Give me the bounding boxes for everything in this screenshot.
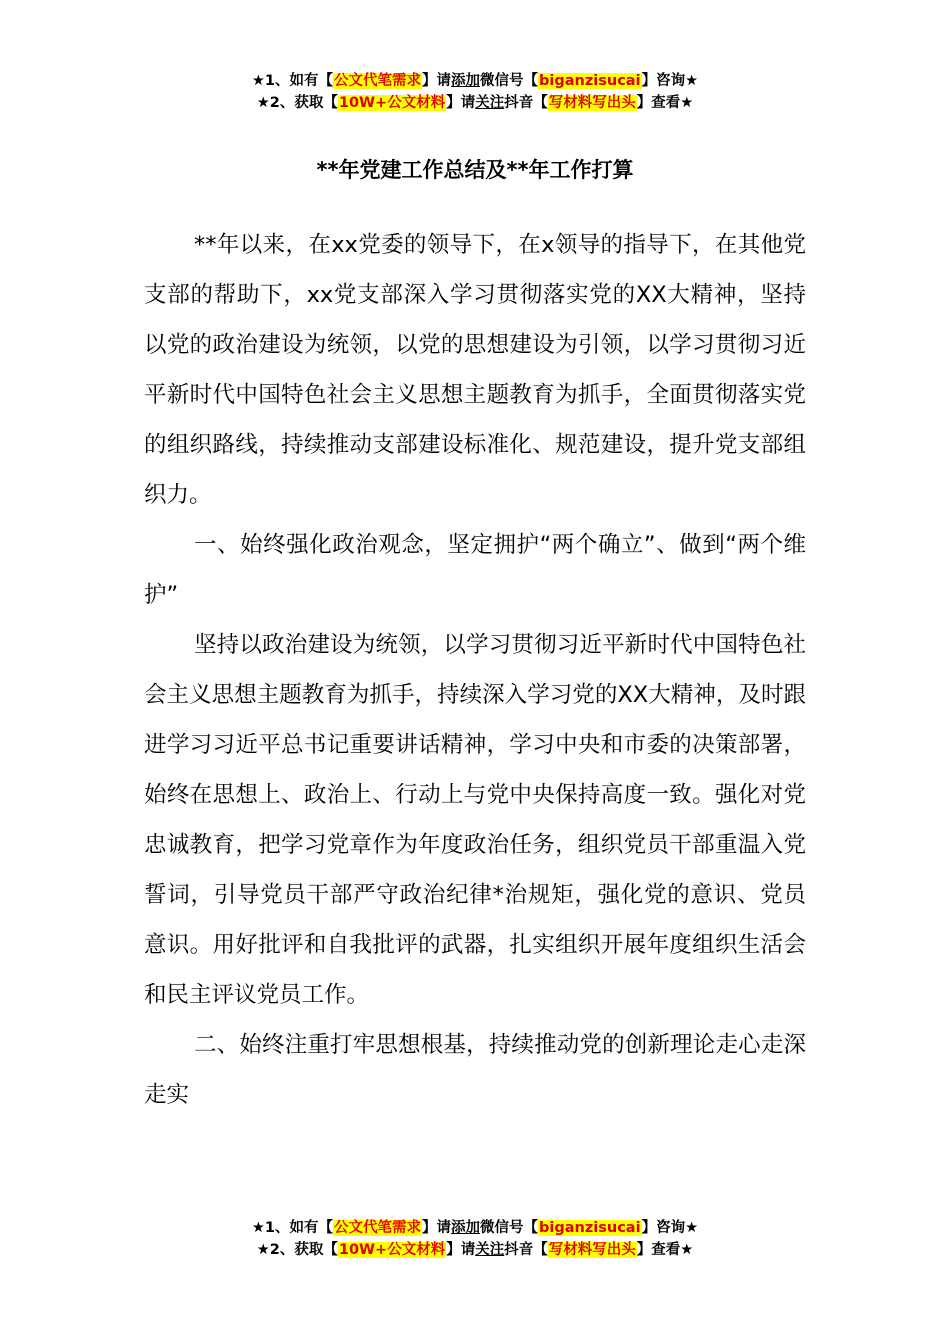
banner-line-2: ★2、获取【10W+公文材料】请关注抖音【写材料写出头】查看★ [256,95,694,111]
banner-line-1: ★1、如有【公文代笔需求】请添加微信号【biganzisucai】咨询★ [251,1220,699,1236]
footer-banner [0,1217,950,1261]
paragraph-section-1: 坚持以政治建设为统领，以学习贯彻习近平新时代中国特色社会主义思想主题教育为抓手，持续深入学习党的XX大精神，及时跟进学习习近平总书记重要讲话精神，学习中央和市委的决策部署，始终在思想上、政治上、行动上与党中央保持高度一致。强化对党忠诚教育，把学习党章作为年度政治任务，组织党员干部重温入党誓词，引导党员干部严守政治纪律*治规矩，强化党的意识、党员意识。用好批评和自我批评的武器，扎实组织开展年度组织生活会和民主评议党员工作。 [144,632,806,1008]
highlight-wechat-id: biganzisucai [539,1220,641,1236]
highlight-service: 公文代笔需求 [334,1220,422,1236]
highlight-douyin-account: 写材料写出头 [548,1242,636,1258]
section-heading-2: 二、始终注重打牢思想根基，持续推动党的创新理论走心走深走实 [144,1032,806,1108]
highlight-service: 公文代笔需求 [334,73,422,89]
highlight-materials: 10W+公文材料 [338,1242,446,1258]
banner-line-2: ★2、获取【10W+公文材料】请关注抖音【写材料写出头】查看★ [256,1242,694,1258]
highlight-materials: 10W+公文材料 [338,95,446,111]
highlight-douyin-account: 写材料写出头 [548,95,636,111]
highlight-wechat-id: biganzisucai [539,73,641,89]
document-title: **年党建工作总结及**年工作打算 [316,158,634,182]
header-banner [0,70,950,114]
document-body [144,220,806,1120]
banner-line-1: ★1、如有【公文代笔需求】请添加微信号【biganzisucai】咨询★ [251,73,699,89]
paragraph-intro: **年以来，在xx党委的领导下，在x领导的指导下，在其他党支部的帮助下，xx党支部深入学习贯彻落实党的XX大精神，坚持以党的政治建设为统领，以党的思想建设为引领，以学习贯彻习近平新时代中国特色社会主义思想主题教育为抓手，全面贯彻落实党的组织路线，持续推动支部建设标准化、规范建设，提升党支部组织力。 [144,232,806,508]
section-heading-1: 一、始终强化政治观念，坚定拥护“两个确立”、做到“两个维护” [144,532,806,608]
